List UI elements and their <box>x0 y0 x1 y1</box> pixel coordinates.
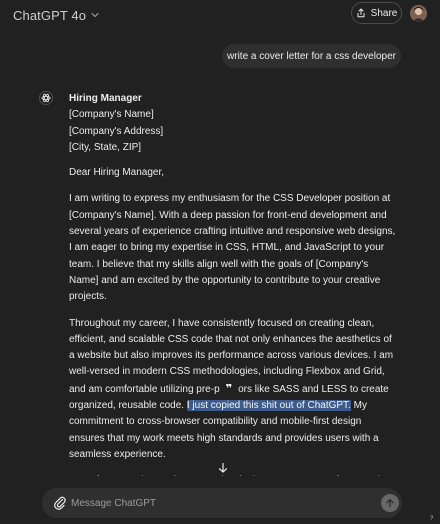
paragraph-experience-part2: ors like SASS and LESS to create organized, reusable code. <box>69 383 389 412</box>
chatgpt-logo-icon <box>39 91 53 105</box>
send-button[interactable] <box>381 494 399 512</box>
message-input[interactable] <box>71 494 361 512</box>
chevron-down-icon <box>90 10 100 20</box>
share-label: Share <box>370 7 398 19</box>
avatar-image <box>410 5 427 22</box>
assistant-message <box>69 91 399 522</box>
message-composer <box>42 488 402 518</box>
highlighted-selection: I just copied this shit out of ChatGPT. <box>186 400 351 412</box>
user-message-text: write a cover letter for a css developer <box>227 50 396 62</box>
address-line-company: [Company's Name] <box>69 109 154 121</box>
model-name: ChatGPT 4o <box>13 7 87 23</box>
arrow-down-icon <box>217 462 229 474</box>
scroll-down-button[interactable] <box>216 461 230 475</box>
address-line-city: [City, State, ZIP] <box>69 141 142 153</box>
paragraph-experience <box>69 316 399 464</box>
paragraph-experience-part3: My commitment to cross-browser compatibility and mobile-first design ensures that my work meets high standards and provides users with a seamless experience. <box>69 400 379 460</box>
address-line-recipient: Hiring Manager <box>69 93 142 104</box>
model-selector[interactable] <box>13 6 100 24</box>
help-button[interactable]: ? <box>430 516 434 522</box>
paragraph-experience-part1: Throughout my career, I have consistently focused on creating clean, efficient, and scalable CSS code that not only enhances the aesthetics of a website but also improves its performance across various devices. I am well-versed in modern CSS methodologies, including Flexbox and Grid, and am comfortable utilizing pre-p <box>69 317 394 395</box>
address-line-street: [Company's Address] <box>69 125 164 137</box>
top-bar <box>0 0 440 30</box>
quote-icon[interactable]: ❞ <box>225 382 233 395</box>
share-button[interactable] <box>351 2 402 24</box>
paperclip-icon[interactable] <box>53 495 67 511</box>
arrow-up-icon <box>385 498 395 508</box>
paragraph-intro: I am writing to express my enthusiasm for the CSS Developer position at [Company's Name]. With a deep passion for front-end development and several years of experience crafting intuitive and responsive web designs, I am eager to bring my expertise in CSS, HTML, and JavaScript to your team. I believe that my skills align well with the goals of [Company's Name] and am excited by the opportunity to contribute to your creative projects. <box>69 193 396 303</box>
user-avatar[interactable] <box>410 5 427 22</box>
salutation: Dear Hiring Manager, <box>69 167 165 179</box>
share-icon <box>356 8 366 18</box>
user-message-bubble <box>222 44 401 68</box>
